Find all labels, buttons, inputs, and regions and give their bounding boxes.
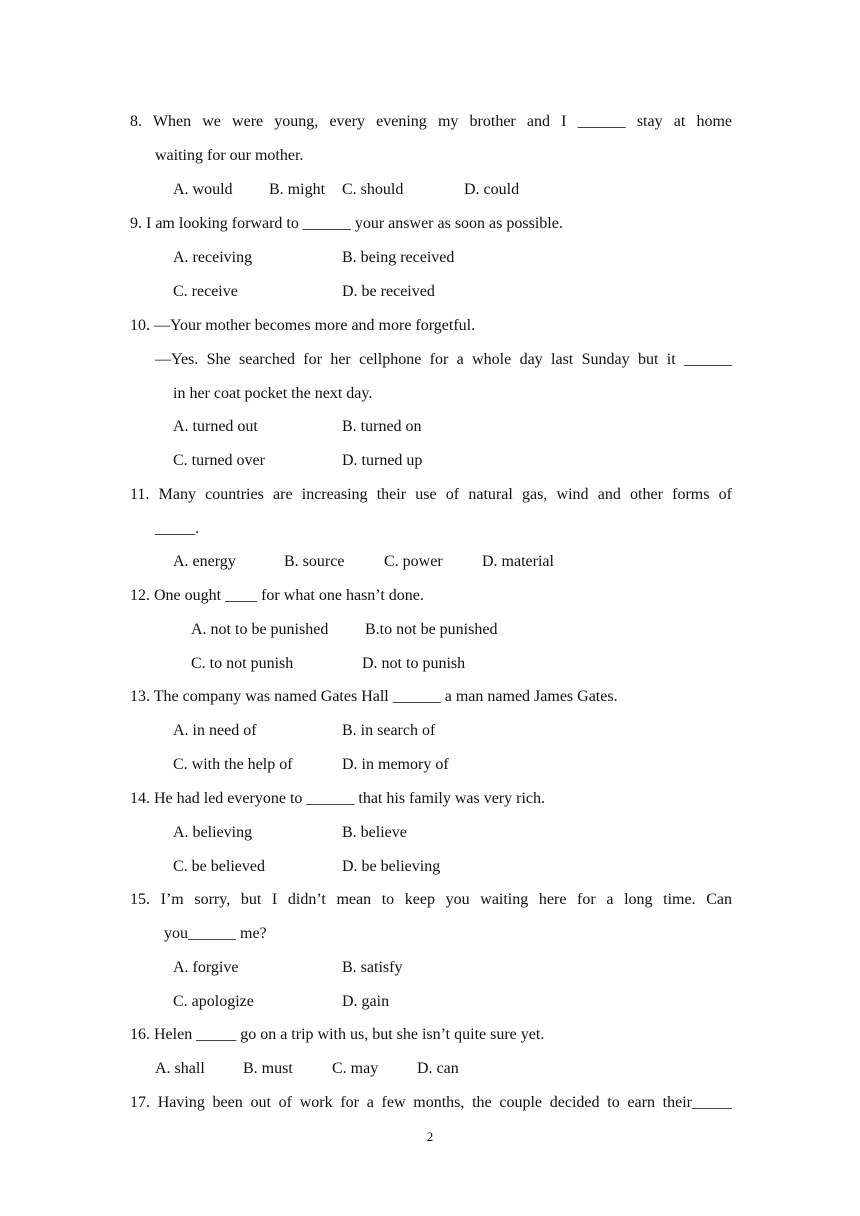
- question-11-option-c: C. power: [384, 553, 443, 570]
- question-10-option-a: A. turned out: [173, 418, 258, 435]
- question-15-option-c: C. apologize: [173, 993, 254, 1010]
- question-8-option-a: A. would: [173, 181, 233, 198]
- question-9-option-b: B. being received: [342, 249, 455, 266]
- question-15-text: 15. I’m sorry, but I didn’t mean to keep you waiting here for a long time. Can: [130, 891, 732, 908]
- question-12-option-c: C. to not punish: [191, 655, 294, 672]
- question-15-option-a: A. forgive: [173, 959, 239, 976]
- question-8-text-cont: waiting for our mother.: [155, 147, 304, 164]
- question-11-text: 11. Many countries are increasing their use of natural gas, wind and other forms of: [130, 486, 732, 503]
- question-14-option-c: C. be believed: [173, 858, 265, 875]
- question-9-option-a: A. receiving: [173, 249, 253, 266]
- question-17-text: 17. Having been out of work for a few months, the couple decided to earn their_____: [130, 1094, 732, 1111]
- question-12-text: 12. One ought ____ for what one hasn’t done.: [130, 587, 424, 604]
- question-10-reply: —Yes. She searched for her cellphone for a whole day last Sunday but it ______: [155, 351, 732, 368]
- question-15-option-b: B. satisfy: [342, 959, 403, 976]
- question-16-option-b: B. must: [243, 1060, 293, 1077]
- question-9-option-c: C. receive: [173, 283, 238, 300]
- question-12-option-d: D. not to punish: [362, 655, 466, 672]
- question-11-option-a: A. energy: [173, 553, 236, 570]
- question-10-reply-cont: in her coat pocket the next day.: [173, 385, 373, 402]
- question-9-option-d: D. be received: [342, 283, 435, 300]
- question-15-option-d: D. gain: [342, 993, 390, 1010]
- question-16-option-a: A. shall: [155, 1060, 205, 1077]
- question-13-option-c: C. with the help of: [173, 756, 293, 773]
- question-14-option-a: A. believing: [173, 824, 253, 841]
- question-13-option-b: B. in search of: [342, 722, 436, 739]
- question-11-text-cont: _____.: [155, 520, 199, 537]
- question-13-text: 13. The company was named Gates Hall ______ a man named James Gates.: [130, 688, 618, 705]
- question-10-text: 10. —Your mother becomes more and more forgetful.: [130, 317, 476, 334]
- question-15-text-cont: you______ me?: [164, 925, 267, 942]
- question-10-option-c: C. turned over: [173, 452, 265, 469]
- question-8-option-b: B. might: [269, 181, 326, 198]
- question-14-text: 14. He had led everyone to ______ that his family was very rich.: [130, 790, 545, 807]
- question-8-option-d: D. could: [464, 181, 520, 198]
- question-13-option-d: D. in memory of: [342, 756, 449, 773]
- question-16-option-c: C. may: [332, 1060, 379, 1077]
- question-13-option-a: A. in need of: [173, 722, 257, 739]
- question-16-text: 16. Helen _____ go on a trip with us, but she isn’t quite sure yet.: [130, 1026, 545, 1043]
- question-14-option-d: D. be believing: [342, 858, 441, 875]
- question-12-option-a: A. not to be punished: [191, 621, 329, 638]
- question-8-option-c: C. should: [342, 181, 404, 198]
- question-10-option-b: B. turned on: [342, 418, 422, 435]
- question-16-option-d: D. can: [417, 1060, 459, 1077]
- question-11-option-d: D. material: [482, 553, 554, 570]
- question-10-option-d: D. turned up: [342, 452, 423, 469]
- question-11-option-b: B. source: [284, 553, 345, 570]
- question-14-option-b: B. believe: [342, 824, 407, 841]
- page-number: 2: [426, 1129, 434, 1144]
- question-9-text: 9. I am looking forward to ______ your answer as soon as possible.: [130, 215, 563, 232]
- question-8-text: 8. When we were young, every evening my brother and I ______ stay at home: [130, 113, 732, 130]
- question-12-option-b: B.to not be punished: [365, 621, 498, 638]
